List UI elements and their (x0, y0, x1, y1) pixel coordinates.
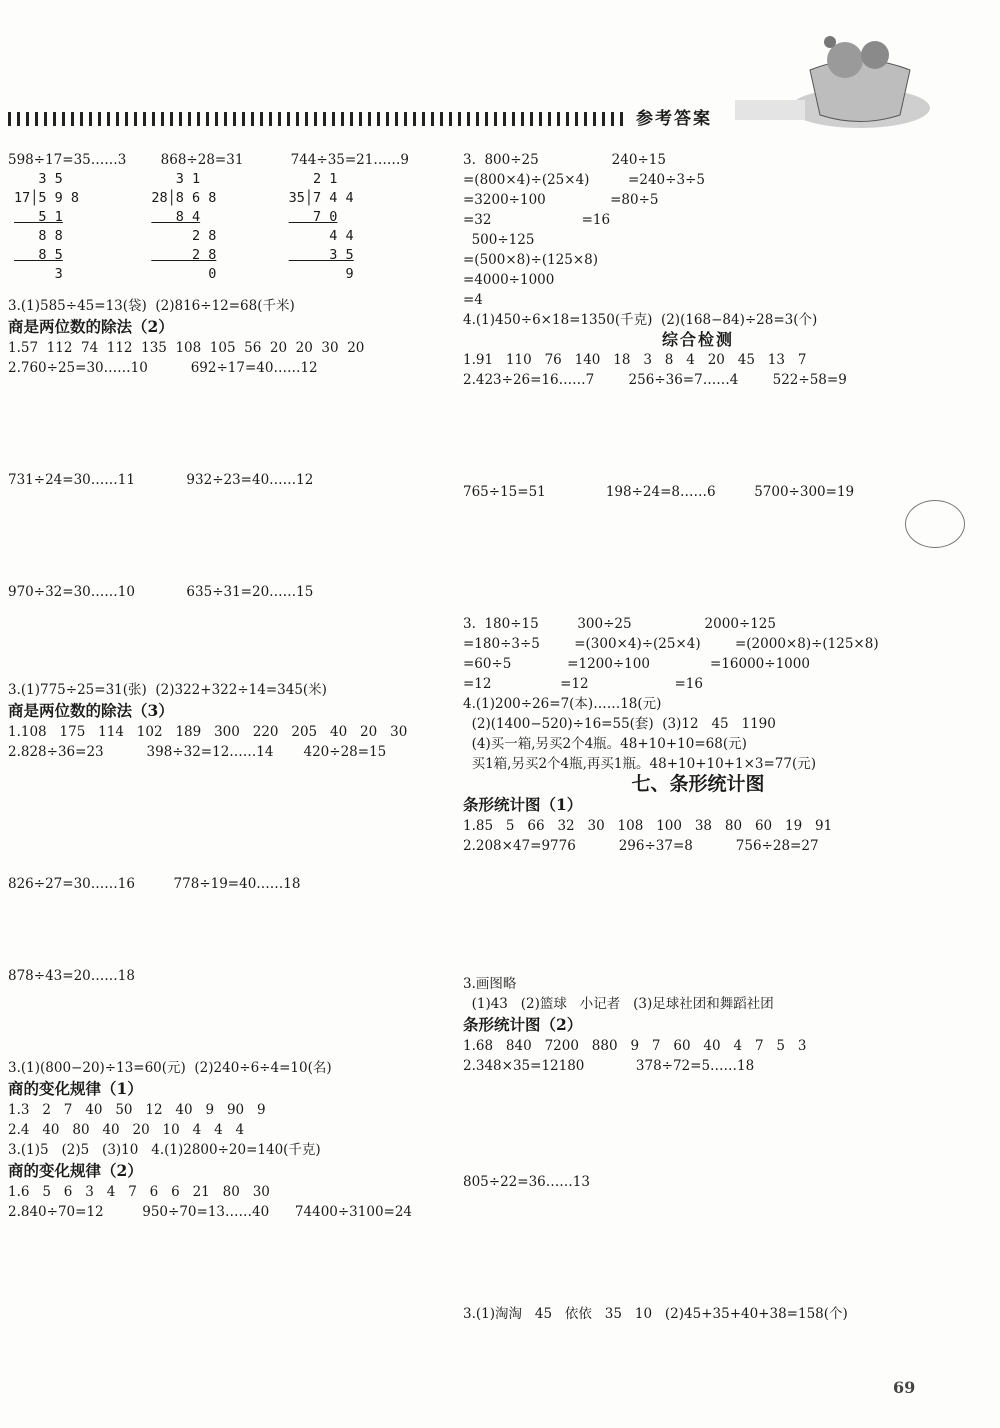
long-division: 2 1 35│7 4 4 7 0 4 4 3 5 9 (288, 171, 354, 282)
answer-line: =4 (463, 292, 483, 308)
answer-line: 1.57 112 74 112 135 108 105 56 20 20 30 20 (8, 340, 365, 356)
division-work-area (463, 390, 933, 482)
section-heading: 条形统计图（2） (463, 1015, 583, 1034)
answer-line: 2.348×35=12180 378÷72=5……18 (463, 1058, 755, 1074)
unit-heading: 七、条形统计图 (631, 773, 765, 795)
answer-line: =60÷5 =1200÷100 =16000÷1000 (463, 656, 810, 672)
section-heading: 商是两位数的除法（2） (8, 317, 174, 336)
answer-line: =12 =12 =16 (463, 676, 703, 692)
long-division: 3 5 17│5 9 8 5 1 8 8 8 5 3 (14, 171, 80, 282)
section-heading: 商是两位数的除法（3） (8, 701, 174, 720)
section-heading: 综合检测 (661, 330, 734, 349)
answer-line: 1.91 110 76 140 18 3 8 4 20 45 13 7 (463, 352, 807, 368)
division-work-area (8, 894, 478, 966)
stamp-icon (905, 500, 965, 548)
division-work-area (463, 856, 933, 974)
answer-line: =32 =16 (463, 212, 611, 228)
answer-line: 1.6 5 6 3 4 7 6 6 21 80 30 (8, 1184, 270, 1200)
answer-line: 1.3 2 7 40 50 12 40 9 90 9 (8, 1102, 266, 1118)
answer-line: 826÷27=30……16 778÷19=40……18 (8, 876, 301, 892)
section-heading: 商的变化规律（1） (8, 1079, 143, 1098)
division-work-area (8, 986, 478, 1058)
answer-line: 2.760÷25=30……10 692÷17=40……12 (8, 360, 318, 376)
answer-line: 500÷125 (463, 232, 535, 248)
division-work-area (8, 762, 478, 874)
answer-line: 1.85 5 66 32 30 108 100 38 80 60 19 91 (463, 818, 833, 834)
page-header-title: 参考答案 (636, 109, 712, 129)
left-column (8, 150, 478, 1222)
page-number: 69 (893, 1378, 916, 1397)
answer-line: =180÷3÷5 =(300×4)÷(25×4) =(2000×8)÷(125×8) (463, 636, 879, 652)
answer-line: 4.(1)450÷6×18=1350(千克) (2)(168−84)÷28=3(个) (463, 312, 818, 328)
long-division: 3 1 28│8 6 8 8 4 2 8 2 8 0 (151, 171, 217, 282)
answer-line: 1.68 840 7200 880 9 7 60 40 4 7 5 3 (463, 1038, 807, 1054)
answer-line: 765÷15=51 198÷24=8……6 5700÷300=19 (463, 484, 855, 500)
answer-line: 3. 180÷15 300÷25 2000÷125 (463, 616, 776, 632)
answer-line: 3.(1)(800−20)÷13=60(元) (2)240÷6÷4=10(名) (8, 1060, 332, 1076)
answer-line: 3.(1)淘淘 45 依依 35 10 (2)45+35+40+38=158(个) (463, 1306, 848, 1322)
answer-line: 970÷32=30……10 635÷31=20……15 (8, 584, 314, 600)
answer-line: 4.(1)200÷26=7(本)……18(元) (463, 696, 662, 712)
answer-line: =4000÷1000 (463, 272, 555, 288)
answer-line: 3. 800÷25 240÷15 (463, 152, 666, 168)
answer-line: =(800×4)÷(25×4) =240÷3÷5 (463, 172, 705, 188)
division-work-area (8, 378, 478, 470)
division-work-area (463, 1192, 933, 1304)
header-dotted-rule (8, 112, 628, 126)
answer-line: 805÷22=36……13 (463, 1174, 590, 1190)
answer-line: 3.(1)585÷45=13(袋) (2)816÷12=68(千米) (8, 298, 295, 314)
answer-line: 3.画图略 (463, 976, 517, 992)
answer-line: 2.4 40 80 40 20 10 4 4 4 (8, 1122, 245, 1138)
answer-line: 2.828÷36=23 398÷32=12……14 420÷28=15 (8, 744, 387, 760)
answer-line: 2.423÷26=16……7 256÷36=7……4 522÷58=9 (463, 372, 847, 388)
division-work-area (463, 1076, 933, 1172)
long-division-row (8, 170, 478, 282)
answer-line: =3200÷100 =80÷5 (463, 192, 659, 208)
answer-line: (2)(1400−520)÷16=55(套) (3)12 45 1190 (463, 716, 776, 732)
right-column (463, 150, 933, 1324)
division-work-area (8, 490, 478, 582)
division-work-area (8, 602, 478, 680)
section-heading: 条形统计图（1） (463, 795, 583, 814)
answer-line: 1.108 175 114 102 189 300 220 205 40 20 30 (8, 724, 408, 740)
answer-line: 3.(1)775÷25=31(张) (2)322+322÷14=345(米) (8, 682, 327, 698)
answer-line: 598÷17=35……3 868÷28=31 744÷35=21……9 (8, 152, 409, 168)
answer-line: 2.840÷70=12 950÷70=13……40 74400÷3100=24 (8, 1204, 413, 1220)
teacup-illustration (735, 30, 945, 130)
answer-line: 3.(1)5 (2)5 (3)10 4.(1)2800÷20=140(千克) (8, 1142, 321, 1158)
answer-line: 731÷24=30……11 932÷23=40……12 (8, 472, 314, 488)
division-work-area (463, 502, 933, 614)
answer-line: (1)43 (2)篮球 小记者 (3)足球社团和舞蹈社团 (463, 996, 774, 1012)
answer-line: (4)买一箱,另买2个4瓶。48+10+10=68(元) (463, 736, 747, 752)
answer-line: 2.208×47=9776 296÷37=8 756÷28=27 (463, 838, 819, 854)
answer-line: 买1箱,另买2个4瓶,再买1瓶。48+10+10+1×3=77(元) (463, 756, 817, 772)
section-heading: 商的变化规律（2） (8, 1161, 143, 1180)
answer-line: 878÷43=20……18 (8, 968, 135, 984)
answer-line: =(500×8)÷(125×8) (463, 252, 599, 268)
